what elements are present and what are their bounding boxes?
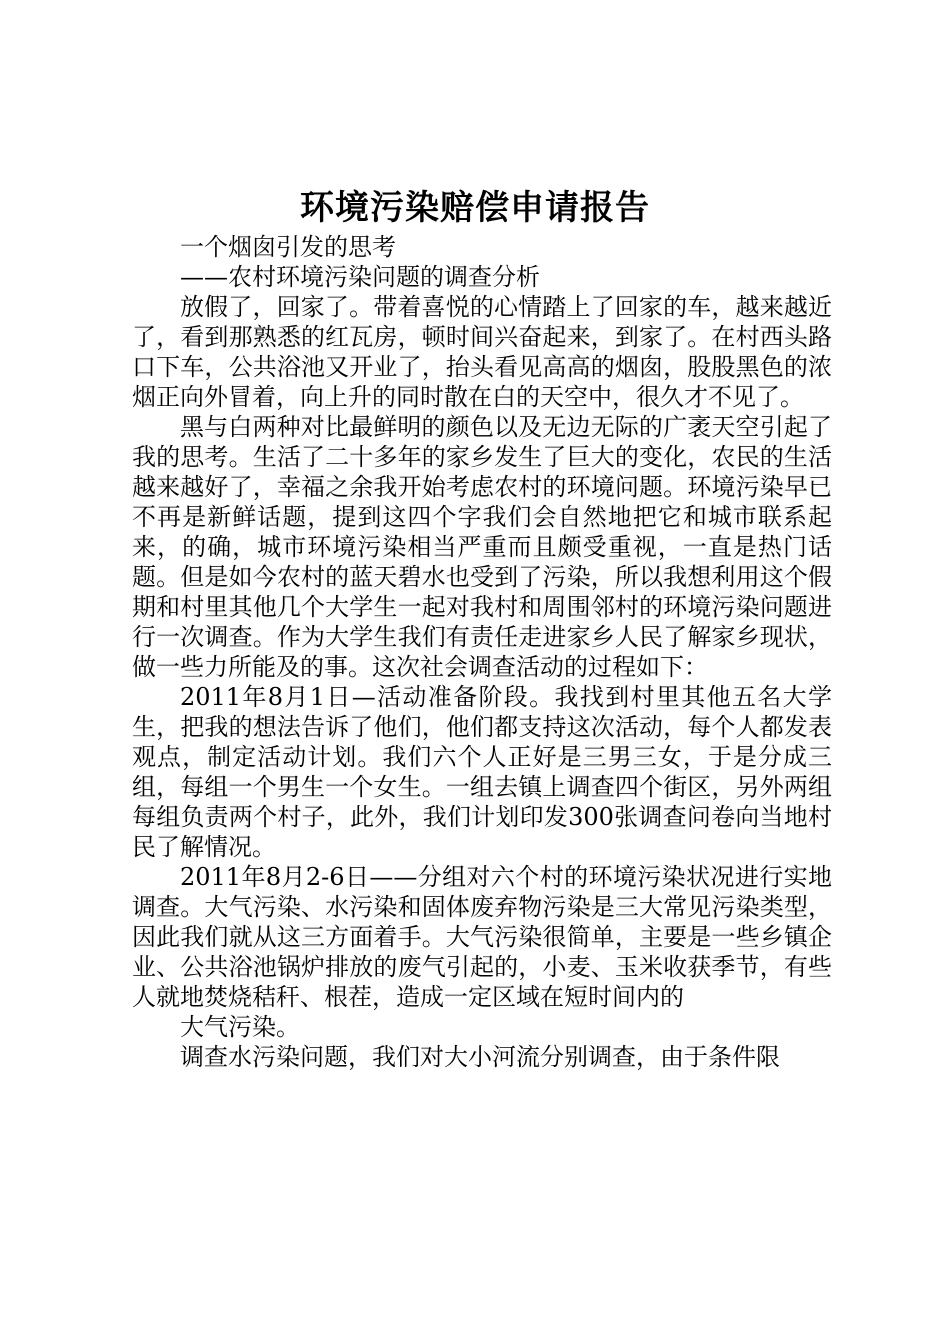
body-paragraph: 大气污染。 <box>180 1013 300 1041</box>
body-paragraph: 放假了，回家了。带着喜悦的心情踏上了回家的车，越来越近了，看到那熟悉的红瓦房，顿时间兴奋起来，到家了。在村西头路口下车，公共浴池又开业了，抬头看见高高的烟囱，股股黑色的浓烟正向外冒着，向上升的同时散在白的天空中，很久才不见了。 <box>132 293 832 411</box>
body-paragraph: 2011年8月2-6日——分组对六个村的环境污染状况进行实地调查。大气污染、水污染和固体废弃物污染是三大常见污染类型，因此我们就从这三方面着手。大气污染很简单，主要是一些乡镇企业、公共浴池锅炉排放的废气引起的，小麦、玉米收获季节，有些人就地焚烧秸秆、根茬，造成一定区域在短时间内的 <box>132 863 832 1011</box>
subtitle-line: ——农村环境污染问题的调查分析 <box>180 263 540 291</box>
body-paragraph: 调查水污染问题，我们对大小河流分别调查，由于条件限 <box>180 1043 780 1071</box>
document-title: 环境污染赔偿申请报告 <box>300 188 650 228</box>
body-paragraph: 2011年8月1日—活动准备阶段。我找到村里其他五名大学生，把我的想法告诉了他们，他们都支持这次活动，每个人都发表观点，制定活动计划。我们六个人正好是三男三女，于是分成三组，每组一个男生一个女生。一组去镇上调查四个街区，另外两组每组负责两个村子，此外，我们计划印发300张调查问卷向当地村民了解情况。 <box>132 683 832 861</box>
document-body <box>132 232 832 1072</box>
subtitle-line: 一个烟囱引发的思考 <box>180 233 396 261</box>
body-paragraph: 黑与白两种对比最鲜明的颜色以及无边无际的广袤天空引起了我的思考。生活了二十多年的家乡发生了巨大的变化，农民的生活越来越好了，幸福之余我开始考虑农村的环境问题。环境污染早已不再是新鲜话题，提到这四个字我们会自然地把它和城市联系起来，的确，城市环境污染相当严重而且颇受重视，一直是热门话题。但是如今农村的蓝天碧水也受到了污染，所以我想利用这个假期和村里其他几个大学生一起对我村和周围邻村的环境污染问题进行一次调查。作为大学生我们有责任走进家乡人民了解家乡现状，做一些力所能及的事。这次社会调查活动的过程如下： <box>132 413 832 681</box>
